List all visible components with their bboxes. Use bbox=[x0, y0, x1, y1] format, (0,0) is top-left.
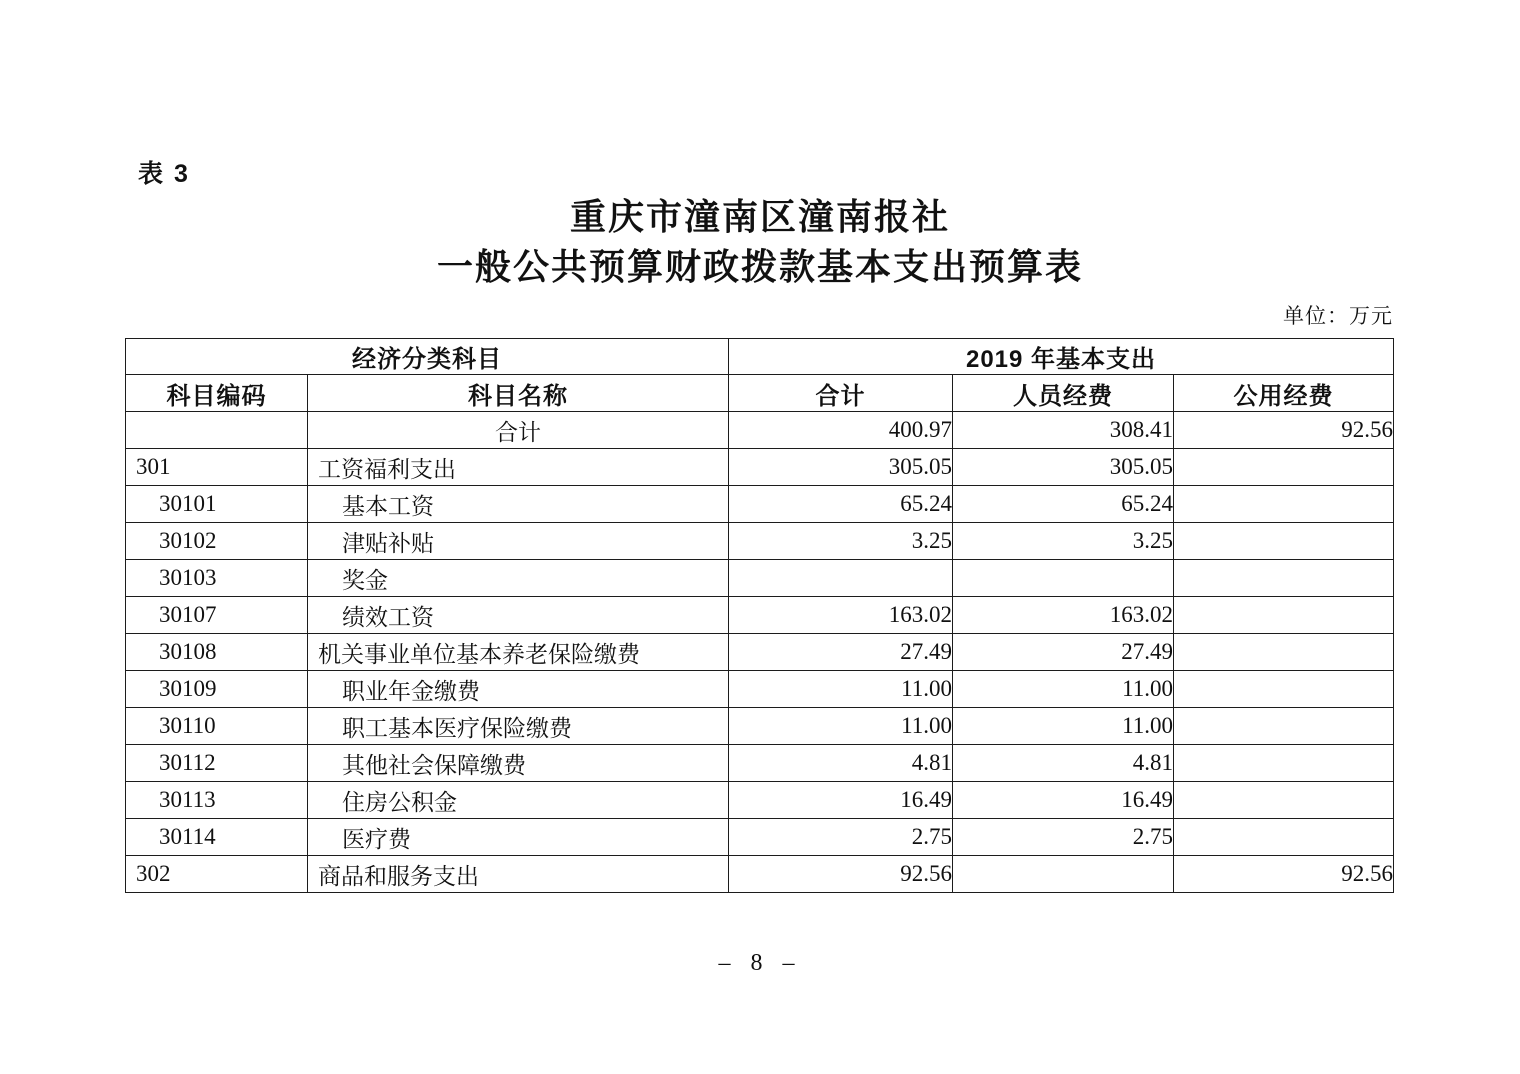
table-body bbox=[126, 412, 1394, 893]
cell-personnel: 65.24 bbox=[953, 486, 1174, 523]
cell-total: 2.75 bbox=[729, 819, 953, 856]
cell-total: 400.97 bbox=[729, 412, 953, 449]
cell-public bbox=[1174, 671, 1394, 708]
cell-personnel: 163.02 bbox=[953, 597, 1174, 634]
cell-public bbox=[1174, 449, 1394, 486]
cell-name: 绩效工资 bbox=[308, 597, 729, 634]
cell-public bbox=[1174, 560, 1394, 597]
header-subject-code: 科目编码 bbox=[126, 375, 308, 412]
cell-name: 职业年金缴费 bbox=[308, 671, 729, 708]
cell-personnel: 11.00 bbox=[953, 671, 1174, 708]
table-row bbox=[126, 412, 1394, 449]
document-title bbox=[126, 192, 1394, 292]
cell-total: 305.05 bbox=[729, 449, 953, 486]
cell-code: 30113 bbox=[126, 782, 308, 819]
table-row bbox=[126, 671, 1394, 708]
cell-total: 3.25 bbox=[729, 523, 953, 560]
header-economic-classification: 经济分类科目 bbox=[126, 339, 729, 375]
unit-note: 单位：万元 bbox=[1283, 304, 1393, 328]
cell-total bbox=[729, 560, 953, 597]
doc-title-line1: 重庆市潼南区潼南报社 bbox=[569, 196, 950, 237]
cell-personnel: 308.41 bbox=[953, 412, 1174, 449]
cell-code: 30112 bbox=[126, 745, 308, 782]
cell-public bbox=[1174, 597, 1394, 634]
header-personnel-funds: 人员经费 bbox=[953, 375, 1174, 412]
cell-code: 30110 bbox=[126, 708, 308, 745]
cell-personnel bbox=[953, 856, 1174, 893]
cell-personnel: 3.25 bbox=[953, 523, 1174, 560]
cell-code: 301 bbox=[126, 449, 308, 486]
cell-personnel: 2.75 bbox=[953, 819, 1174, 856]
cell-personnel: 4.81 bbox=[953, 745, 1174, 782]
table-row bbox=[126, 523, 1394, 560]
header-subject-name: 科目名称 bbox=[308, 375, 729, 412]
cell-public: 92.56 bbox=[1174, 856, 1394, 893]
cell-name: 住房公积金 bbox=[308, 782, 729, 819]
cell-code bbox=[126, 412, 308, 449]
table-row bbox=[126, 745, 1394, 782]
cell-name: 津贴补贴 bbox=[308, 523, 729, 560]
cell-personnel: 16.49 bbox=[953, 782, 1174, 819]
table-row bbox=[126, 708, 1394, 745]
cell-name: 奖金 bbox=[308, 560, 729, 597]
page-number: – 8 – bbox=[718, 950, 802, 976]
cell-total: 92.56 bbox=[729, 856, 953, 893]
table-row bbox=[126, 449, 1394, 486]
cell-total: 27.49 bbox=[729, 634, 953, 671]
cell-name: 合计 bbox=[308, 412, 729, 449]
header-group-row bbox=[126, 339, 1394, 375]
cell-code: 30108 bbox=[126, 634, 308, 671]
cell-name: 商品和服务支出 bbox=[308, 856, 729, 893]
table-row bbox=[126, 819, 1394, 856]
cell-name: 职工基本医疗保险缴费 bbox=[308, 708, 729, 745]
cell-name: 基本工资 bbox=[308, 486, 729, 523]
cell-total: 16.49 bbox=[729, 782, 953, 819]
cell-public bbox=[1174, 708, 1394, 745]
cell-public bbox=[1174, 782, 1394, 819]
cell-total: 11.00 bbox=[729, 708, 953, 745]
table-row bbox=[126, 856, 1394, 893]
cell-code: 30102 bbox=[126, 523, 308, 560]
doc-title-line2: 一般公共预算财政拨款基本支出预算表 bbox=[436, 246, 1083, 287]
cell-code: 30103 bbox=[126, 560, 308, 597]
cell-code: 30101 bbox=[126, 486, 308, 523]
cell-total: 163.02 bbox=[729, 597, 953, 634]
table-header bbox=[126, 339, 1394, 412]
cell-personnel: 11.00 bbox=[953, 708, 1174, 745]
cell-name: 医疗费 bbox=[308, 819, 729, 856]
cell-code: 302 bbox=[126, 856, 308, 893]
table-row bbox=[126, 597, 1394, 634]
cell-total: 65.24 bbox=[729, 486, 953, 523]
cell-name: 工资福利支出 bbox=[308, 449, 729, 486]
header-2019-basic-expenditure: 2019 年基本支出 bbox=[729, 339, 1394, 375]
cell-personnel bbox=[953, 560, 1174, 597]
table-row bbox=[126, 486, 1394, 523]
cell-personnel: 305.05 bbox=[953, 449, 1174, 486]
cell-public bbox=[1174, 745, 1394, 782]
cell-code: 30109 bbox=[126, 671, 308, 708]
table-row bbox=[126, 560, 1394, 597]
cell-total: 11.00 bbox=[729, 671, 953, 708]
cell-name: 机关事业单位基本养老保险缴费 bbox=[308, 634, 729, 671]
header-total: 合计 bbox=[729, 375, 953, 412]
cell-public: 92.56 bbox=[1174, 412, 1394, 449]
cell-total: 4.81 bbox=[729, 745, 953, 782]
cell-personnel: 27.49 bbox=[953, 634, 1174, 671]
cell-name: 其他社会保障缴费 bbox=[308, 745, 729, 782]
cell-code: 30114 bbox=[126, 819, 308, 856]
header-columns-row bbox=[126, 375, 1394, 412]
header-public-funds: 公用经费 bbox=[1174, 375, 1394, 412]
table-row bbox=[126, 782, 1394, 819]
cell-public bbox=[1174, 634, 1394, 671]
cell-public bbox=[1174, 523, 1394, 560]
table-number-label: 表 3 bbox=[138, 160, 190, 188]
table-row bbox=[126, 634, 1394, 671]
budget-table bbox=[125, 338, 1394, 893]
cell-public bbox=[1174, 819, 1394, 856]
cell-public bbox=[1174, 486, 1394, 523]
cell-code: 30107 bbox=[126, 597, 308, 634]
